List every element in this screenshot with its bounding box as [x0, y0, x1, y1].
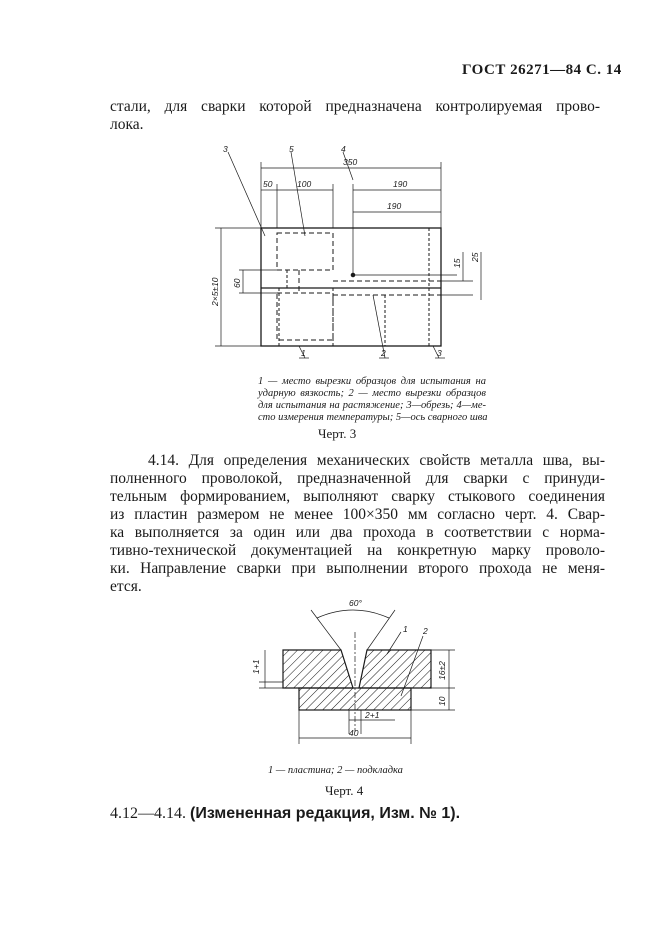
- fig3-dim-50: 50: [263, 179, 273, 189]
- fig4-label-2: 2: [423, 626, 428, 636]
- fig3-dim-left-total: 2×5±10: [210, 277, 220, 306]
- page-header: ГОСТ 26271—84 С. 14: [462, 62, 622, 78]
- fig3-caption-line: ударную вязкость; 2 — место вырезки образцов: [258, 388, 486, 399]
- fig3-caption-line: сто измерения температуры; 5—ось сварного шва: [258, 412, 488, 423]
- fig3-label-5: 5: [289, 144, 294, 154]
- fig3-label-3: 3: [223, 144, 228, 154]
- para-line: ка выполняется за один или два прохода в соответствии с норма-: [110, 524, 605, 541]
- intro-paragraph: [110, 98, 600, 134]
- fig4-dim-16: 16±2: [437, 661, 447, 680]
- fig3-dim-100: 100: [297, 179, 312, 189]
- intro-line-2: лока.: [110, 116, 144, 133]
- intro-line-1: стали, для сварки которой предназначена контролируемая прово-: [110, 98, 600, 115]
- para-line: полненного проволокой, предназначенной для сварки с принуди-: [110, 470, 605, 487]
- figure-4-label: Черт. 4: [325, 783, 364, 798]
- para-line: из пластин размером не менее 100×350 мм согласно черт. 4. Свар-: [110, 506, 605, 523]
- fig3-caption-line: 1 — место вырезки образцов для испытания на: [258, 376, 486, 387]
- para-line: ется.: [110, 578, 142, 595]
- fig3-dim-190-b: 190: [387, 201, 402, 211]
- para-line: ки. Направление сварки при выполнении второго прохода не меня-: [110, 560, 605, 577]
- fig3-dim-350: 350: [343, 157, 358, 167]
- figure-3-caption: [258, 376, 486, 424]
- fig4-label-1: 1: [403, 624, 408, 634]
- fig4-dim-10: 10: [437, 696, 447, 706]
- figure-4-drawing: [245, 592, 465, 764]
- paragraph-4-14: [110, 452, 605, 596]
- fig4-angle: 60°: [349, 598, 362, 608]
- amendment-note: [110, 805, 460, 823]
- figure-3-drawing: [195, 140, 495, 372]
- fig3-dim-15: 15: [452, 258, 462, 268]
- amendment-prefix: 4.12—4.14.: [110, 805, 190, 822]
- para-line: 4.14. Для определения механических свойств металла шва, вы-: [148, 452, 605, 469]
- figure-4-caption: 1 — пластина; 2 — подкладка: [268, 765, 403, 776]
- fig3-bottom-label-2: 2: [381, 348, 386, 358]
- para-line: тельным формированием, выполняют сварку стыкового соединения: [110, 488, 605, 505]
- fig4-dim-40: 40: [349, 728, 359, 738]
- fig3-dim-190-a: 190: [393, 179, 408, 189]
- fig3-label-4: 4: [341, 144, 346, 154]
- fig4-dim-1plus1: 1+1: [251, 659, 261, 674]
- fig3-bottom-label-1: 1: [301, 348, 306, 358]
- fig3-caption-line: для испытания на растяжение; 3—обрезь; 4—ме-: [258, 400, 486, 411]
- fig4-dim-2plus1: 2+1: [365, 710, 380, 720]
- amendment-text: (Измененная редакция, Изм. № 1).: [190, 805, 461, 822]
- fig3-dim-60: 60: [232, 278, 242, 288]
- fig3-dim-25: 25: [470, 252, 480, 262]
- fig3-bottom-label-3: 3: [437, 348, 442, 358]
- figure-3-label: Черт. 3: [318, 426, 357, 441]
- para-line: тивно-технической документацией на конкретную марку проволо-: [110, 542, 605, 559]
